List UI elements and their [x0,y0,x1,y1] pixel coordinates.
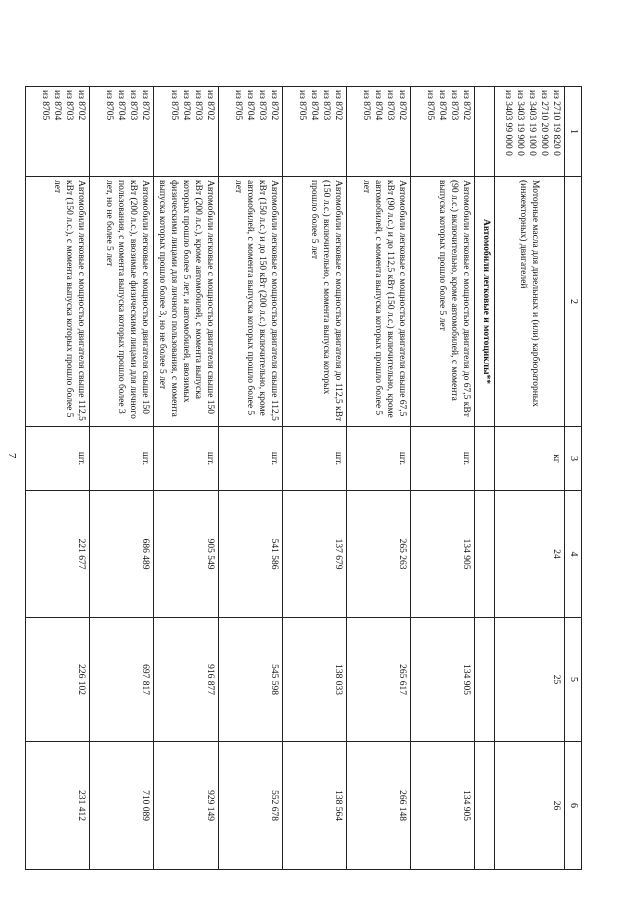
unit-cell: кг [495,427,565,491]
code-line: из 8702 [205,90,215,121]
codes-cell [283,87,347,177]
value-cell-col4: 137 679 [283,491,347,618]
code-line: из 8704 [52,90,62,121]
code-line: из 3403 19 100 0 [527,90,537,156]
code-line: из 8704 [181,90,191,121]
table-row [411,87,475,870]
codes-cell [90,87,154,177]
code-line: из 8705 [425,90,435,121]
table-row-oils [495,87,565,870]
unit-cell: шт. [26,427,90,491]
tariff-table [25,86,582,870]
unit-cell: шт. [154,427,219,491]
value-cell-col5: 697 817 [90,618,154,742]
code-line: из 8704 [309,90,319,121]
code-line: из 8705 [104,90,114,121]
value-cell-col5: 25 [495,618,565,742]
header-col-5: 5 [565,618,582,742]
code-line: из 8703 [128,90,138,121]
header-col-4: 4 [565,491,582,618]
table-row [90,87,154,870]
code-line: из 2710 20 900 0 [539,90,549,156]
code-line: из 8705 [297,90,307,121]
section-row [475,87,495,870]
code-line: из 8702 [76,90,86,121]
value-cell-col5: 134 905 [411,618,475,742]
value-cell-col5: 138 033 [283,618,347,742]
page-number: 7 [6,453,18,459]
unit-cell: шт. [411,427,475,491]
section-empty-cell [475,87,495,177]
code-line: из 3403 99 000 0 [503,90,513,156]
value-cell-col4: 265 263 [347,491,411,618]
value-cell-col6: 266 148 [347,742,411,870]
header-col-6: 6 [565,742,582,870]
code-line: из 8702 [269,90,279,121]
codes-cell [26,87,90,177]
section-empty-cell [475,742,495,870]
value-cell-col6: 26 [495,742,565,870]
codes-cell [495,87,565,177]
code-line: из 8704 [373,90,383,121]
code-line: из 8705 [169,90,179,121]
table-row [347,87,411,870]
section-empty-cell [475,618,495,742]
header-col-1: 1 [565,87,582,177]
codes-cell [219,87,283,177]
value-cell-col4: 541 586 [219,491,283,618]
value-cell-col5: 916 877 [154,618,219,742]
code-line: из 8703 [321,90,331,121]
value-cell-col5: 226 102 [26,618,90,742]
description-cell: Автомобили легковые с мощностью двигателя свыше 67,5 кВт (90 л.с.) и до 112,5 кВт (150 л.с.) включительно, кроме автомобилей, с момента выпуска которых прошло более 5 лет [347,177,411,427]
code-line: из 8703 [449,90,459,121]
code-line: из 8704 [116,90,126,121]
header-row [565,87,582,870]
unit-cell: шт. [283,427,347,491]
code-line: из 8703 [257,90,267,121]
value-cell-col4: 24 [495,491,565,618]
value-cell-col4: 221 677 [26,491,90,618]
table-row [283,87,347,870]
codes-cell [347,87,411,177]
table-row [26,87,90,870]
description-cell: Автомобили легковые с мощностью двигателя до 67,5 кВт (90 л.с.) включительно, кроме автомобилей, с момента выпуска которых прошло более 5 лет [411,177,475,427]
value-cell-col6: 710 089 [90,742,154,870]
code-line: из 8702 [461,90,471,121]
header-col-2: 2 [565,177,582,427]
description-cell: Автомобили легковые с мощностью двигателя свыше 112,5 кВт (150 л.с.), с момента выпуска которых прошло более 5 лет [26,177,90,427]
code-line: из 8704 [245,90,255,121]
description-cell: Автомобили легковые с мощностью двигателя свыше 112,5 кВт (150 л.с.) и до 150 кВт (200 л.с.) включительно, кроме автомобилей, с момента выпуска которых прошло более 5 лет [219,177,283,427]
code-line: из 2710 19 820 0 [551,90,561,156]
description-cell: Автомобили легковые с мощностью двигателя свыше 150 кВт (200 л.с.), ввозимые физическими лицами для личного пользования, с момента выпуска которых прошло более 3 лет, но не более 5 лет [90,177,154,427]
code-line: из 3403 19 900 0 [515,90,525,156]
value-cell-col6: 138 564 [283,742,347,870]
code-line: из 8702 [397,90,407,121]
header-col-3: 3 [565,427,582,491]
description-cell: Автомобили легковые с мощностью двигателя свыше 150 кВт (200 л.с.), кроме автомобилей, с момента выпуска которых прошло более 5 лет, и автомобилей, ввозимых физическими лицами для личного пользования, с момента выпуска которых прошло более 3, но не более 5 лет [154,177,219,427]
unit-cell: шт. [347,427,411,491]
value-cell-col5: 265 617 [347,618,411,742]
value-cell-col6: 929 149 [154,742,219,870]
value-cell-col6: 552 678 [219,742,283,870]
rotated-table-container [40,86,582,869]
table-row [219,87,283,870]
unit-cell: шт. [219,427,283,491]
value-cell-col4: 905 549 [154,491,219,618]
code-line: из 8702 [333,90,343,121]
description-cell: Автомобили легковые с мощностью двигателя до 112,5 кВт (150 л.с.) включительно, с момента выпуска которых прошло более 5 лет [283,177,347,427]
section-title: Автомобили легковые и мотоциклы** [475,177,495,427]
section-empty-cell [475,427,495,491]
code-line: из 8705 [40,90,50,121]
value-cell-col6: 134 905 [411,742,475,870]
code-line: из 8703 [193,90,203,121]
value-cell-col4: 134 905 [411,491,475,618]
code-line: из 8705 [361,90,371,121]
unit-cell: шт. [90,427,154,491]
value-cell-col5: 545 598 [219,618,283,742]
code-line: из 8705 [233,90,243,121]
description-cell: Моторные масла для дизельных и (или) карбюраторных (инжекторных) двигателей [495,177,565,427]
code-line: из 8702 [140,90,150,121]
code-line: из 8703 [64,90,74,121]
table-row [154,87,219,870]
value-cell-col4: 686 489 [90,491,154,618]
table-body [26,87,582,870]
code-line: из 8703 [385,90,395,121]
codes-cell [411,87,475,177]
section-empty-cell [475,491,495,618]
codes-cell [154,87,219,177]
code-line: из 8704 [437,90,447,121]
value-cell-col6: 231 412 [26,742,90,870]
